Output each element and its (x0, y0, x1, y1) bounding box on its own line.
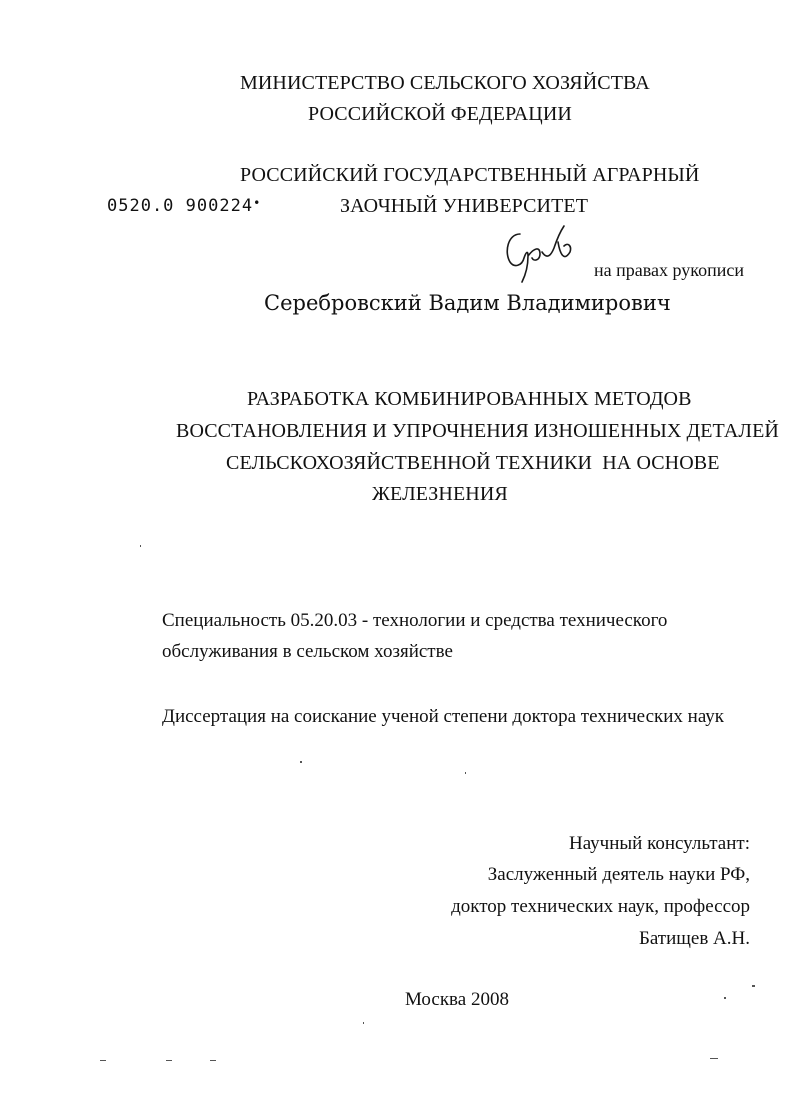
consultant-label: Научный консультант: (568, 833, 750, 854)
consultant-degree: доктор технических наук, профессор (451, 896, 750, 917)
dissertation-type: Диссертация на соискание ученой степени доктора технических наук (162, 706, 725, 727)
handwritten-signature (498, 222, 588, 284)
scan-speck (210, 1060, 216, 1061)
scan-speck (752, 985, 755, 987)
specialty-line-2: обслуживания в сельском хозяйстве (162, 641, 453, 662)
registry-code-dash-mark: • (253, 196, 262, 210)
consultant-honor: Заслуженный деятель науки РФ, (487, 864, 750, 885)
author-name: Серебровский Вадим Владимирович (264, 291, 671, 315)
city-year: Москва 2008 (405, 989, 509, 1010)
scan-speck (363, 1022, 364, 1024)
registry-code-text: 0520.0 900224 (107, 196, 254, 216)
scan-speck (100, 1060, 106, 1061)
scan-speck (724, 997, 726, 999)
university-line-1: РОССИЙСКИЙ ГОСУДАРСТВЕННЫЙ АГРАРНЫЙ (240, 164, 700, 186)
manuscript-note: на правах рукописи (594, 260, 744, 280)
scan-speck (300, 761, 302, 763)
scan-speck (710, 1058, 718, 1059)
scan-speck (465, 772, 466, 774)
registry-code (107, 196, 261, 216)
specialty-line-1: Специальность 05.20.03 - технологии и средства технического (162, 610, 668, 631)
scan-speck (140, 545, 141, 547)
title-line-1: РАЗРАБОТКА КОМБИНИРОВАННЫХ МЕТОДОВ (247, 388, 692, 410)
scan-speck (166, 1060, 172, 1061)
consultant-name: Батищев А.Н. (638, 928, 750, 949)
title-line-4: ЖЕЛЕЗНЕНИЯ (372, 483, 508, 505)
ministry-line-2: РОССИЙСКОЙ ФЕДЕРАЦИИ (308, 103, 572, 125)
ministry-line-1: МИНИСТЕРСТВО СЕЛЬСКОГО ХОЗЯЙСТВА (240, 72, 650, 94)
university-line-2: ЗАОЧНЫЙ УНИВЕРСИТЕТ (340, 195, 589, 217)
title-line-2: ВОССТАНОВЛЕНИЯ И УПРОЧНЕНИЯ ИЗНОШЕННЫХ ДЕТАЛЕЙ (176, 420, 779, 442)
title-line-3: СЕЛЬСКОХОЗЯЙСТВЕННОЙ ТЕХНИКИ НА ОСНОВЕ (226, 452, 720, 474)
